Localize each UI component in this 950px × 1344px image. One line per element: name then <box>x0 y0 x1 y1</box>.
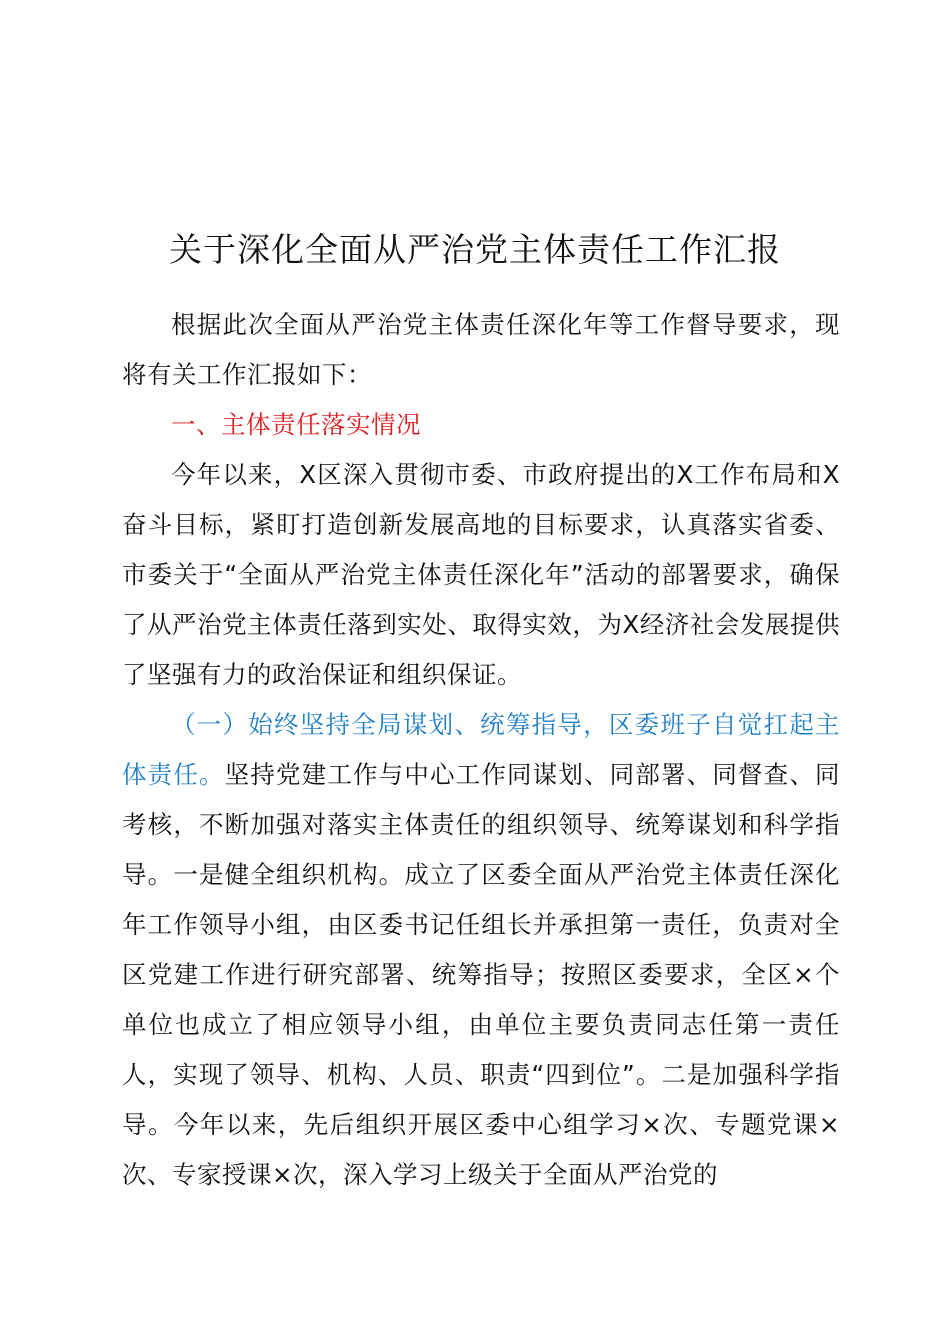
subsection-paragraph <box>122 700 840 1200</box>
subsection-body: 坚持党建工作与中心工作同谋划、同部署、同督查、同考核，不断加强对落实主体责任的组织领导、统筹谋划和科学指导。一是健全组织机构。成立了区委全面从严治党主体责任深化年工作领导小组，由区委书记任组长并承担第一责任，负责对全区党建工作进行研究部署、统筹指导；按照区委要求，全区×个单位也成立了相应领导小组，由单位主要负责同志任第一责任人，实现了领导、机构、人员、职责“四到位”。二是加强科学指导。今年以来，先后组织开展区委中心组学习×次、专题党课×次、专家授课×次，深入学习上级关于全面从严治党的 <box>122 760 841 1189</box>
intro-paragraph: 根据此次全面从严治党主体责任深化年等工作督导要求，现将有关工作汇报如下： <box>122 310 840 389</box>
document-title: 关于深化全面从严治党主体责任工作汇报 <box>169 230 781 269</box>
subsection-heading: （一）始终坚持全局谋划、统筹指导，区委班子自觉扛起主体责任。 <box>122 710 840 789</box>
section-paragraph: 今年以来，X区深入贯彻市委、市政府提出的X工作布局和X奋斗目标，紧盯打造创新发展高地的目标要求，认真落实省委、市委关于“全面从严治党主体责任深化年”活动的部署要求，确保了从严治党主体责任落到实处、取得实效，为X经济社会发展提供了坚强有力的政治保证和组织保证。 <box>122 460 840 689</box>
document-body <box>122 300 840 1200</box>
section-heading: 一、主体责任落实情况 <box>171 410 421 439</box>
